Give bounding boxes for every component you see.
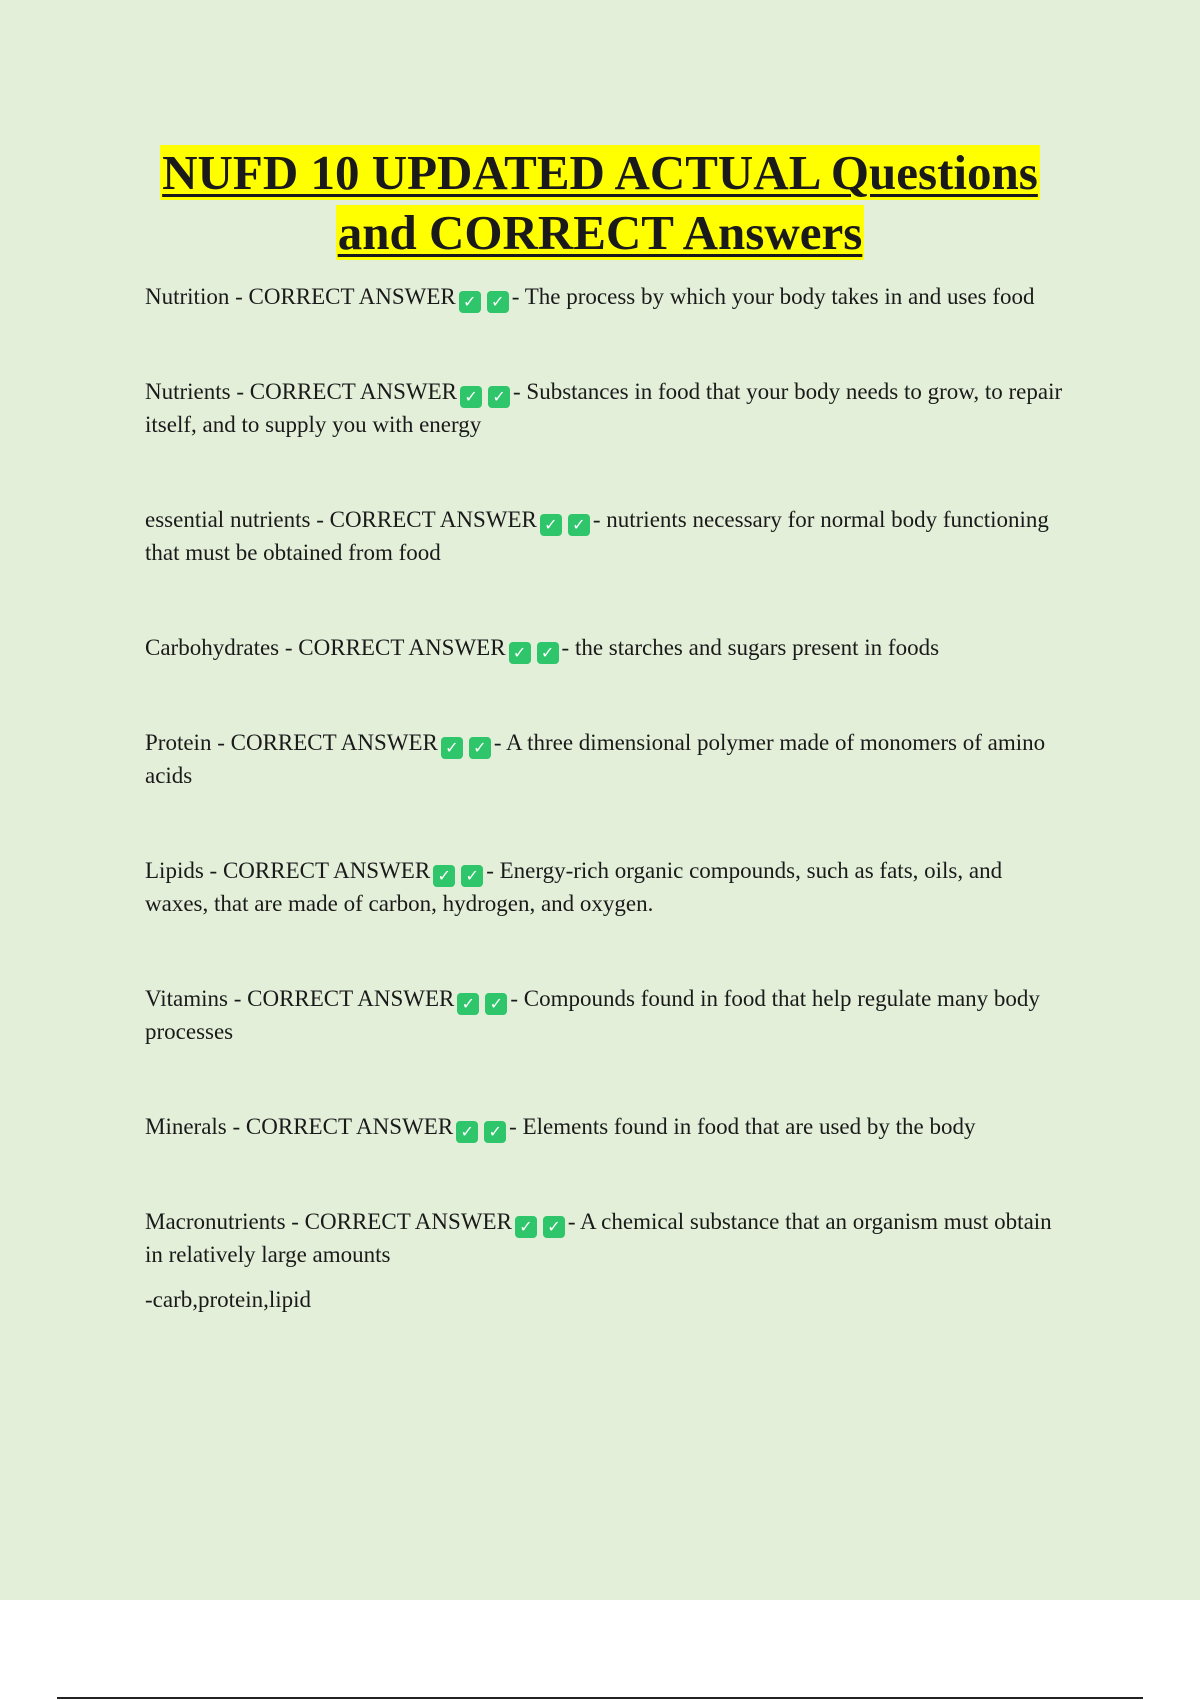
entry-separator: - CORRECT ANSWER [233,986,455,1011]
entry-separator: - CORRECT ANSWER [316,507,537,532]
check-icon: ✓ [469,737,491,759]
check-icon: ✓ [459,291,481,313]
entry-definition: - The process by which your body takes in and uses food [511,284,1035,309]
check-icon: ✓ [540,514,562,536]
entry-term: Nutrition [145,284,230,309]
qa-entry-minerals [145,1110,1065,1143]
entry-separator: - CORRECT ANSWER [291,1209,512,1234]
qa-list [145,280,1065,1316]
entry-term: Macronutrients [145,1209,286,1234]
entry-term: Nutrients [145,379,231,404]
entry-term: Vitamins [145,986,228,1011]
qa-entry-vitamins [145,982,1065,1048]
entry-separator: - CORRECT ANSWER [236,379,458,404]
entry-separator: - CORRECT ANSWER [232,1114,454,1139]
entry-definition: - Energy-rich organic compounds, such as fats, oils, and waxes, that are made of carbon, hydrogen, and oxygen. [145,858,1003,916]
footer-divider [57,1697,1143,1699]
qa-entry-protein [145,726,1065,792]
check-icon: ✓ [515,1216,537,1238]
check-icon: ✓ [461,865,483,887]
check-icon: ✓ [485,993,507,1015]
check-icon: ✓ [568,514,590,536]
check-icon: ✓ [456,1121,478,1143]
qa-entry-lipids [145,854,1065,920]
entry-definition: - the starches and sugars present in foods [561,635,940,660]
entry-separator: - CORRECT ANSWER [217,730,438,755]
qa-entry-essential-nutrients [145,503,1065,569]
entry-term: Lipids [145,858,204,883]
entry-separator: - CORRECT ANSWER [209,858,431,883]
entry-definition: - A chemical substance that an organism must obtain in relatively large amounts [145,1209,1052,1267]
entry-line [145,1205,1065,1271]
entry-definition: - Compounds found in food that help regulate many body processes [145,986,1040,1044]
entry-separator: - CORRECT ANSWER [284,635,506,660]
entry-separator: - CORRECT ANSWER [235,284,456,309]
title-line-2: and CORRECT Answers [337,205,863,260]
check-icon: ✓ [509,642,531,664]
check-icon: ✓ [457,993,479,1015]
document-title [0,143,1200,263]
entry-extra-note: -carb,protein,lipid [145,1287,312,1312]
entry-term: essential nutrients [145,507,311,532]
check-icon: ✓ [488,386,510,408]
check-icon: ✓ [433,865,455,887]
check-icon: ✓ [543,1216,565,1238]
check-icon: ✓ [487,291,509,313]
qa-entry-nutrition [145,280,1065,313]
check-icon: ✓ [441,737,463,759]
qa-entry-nutrients [145,375,1065,441]
qa-entry-macronutrients [145,1205,1065,1316]
entry-definition: - nutrients necessary for normal body functioning that must be obtained from food [145,507,1049,565]
qa-entry-carbohydrates [145,631,1065,664]
check-icon: ✓ [484,1121,506,1143]
entry-definition: - Substances in food that your body needs to grow, to repair itself, and to supply you with energy [145,379,1063,437]
entry-term: Protein [145,730,212,755]
entry-definition: - A three dimensional polymer made of monomers of amino acids [145,730,1046,788]
entry-definition: - Elements found in food that are used by the body [509,1114,976,1139]
entry-term: Minerals [145,1114,227,1139]
check-icon: ✓ [537,642,559,664]
entry-term: Carbohydrates [145,635,280,660]
check-icon: ✓ [460,386,482,408]
title-line-1: NUFD 10 UPDATED ACTUAL Questions [162,145,1038,200]
